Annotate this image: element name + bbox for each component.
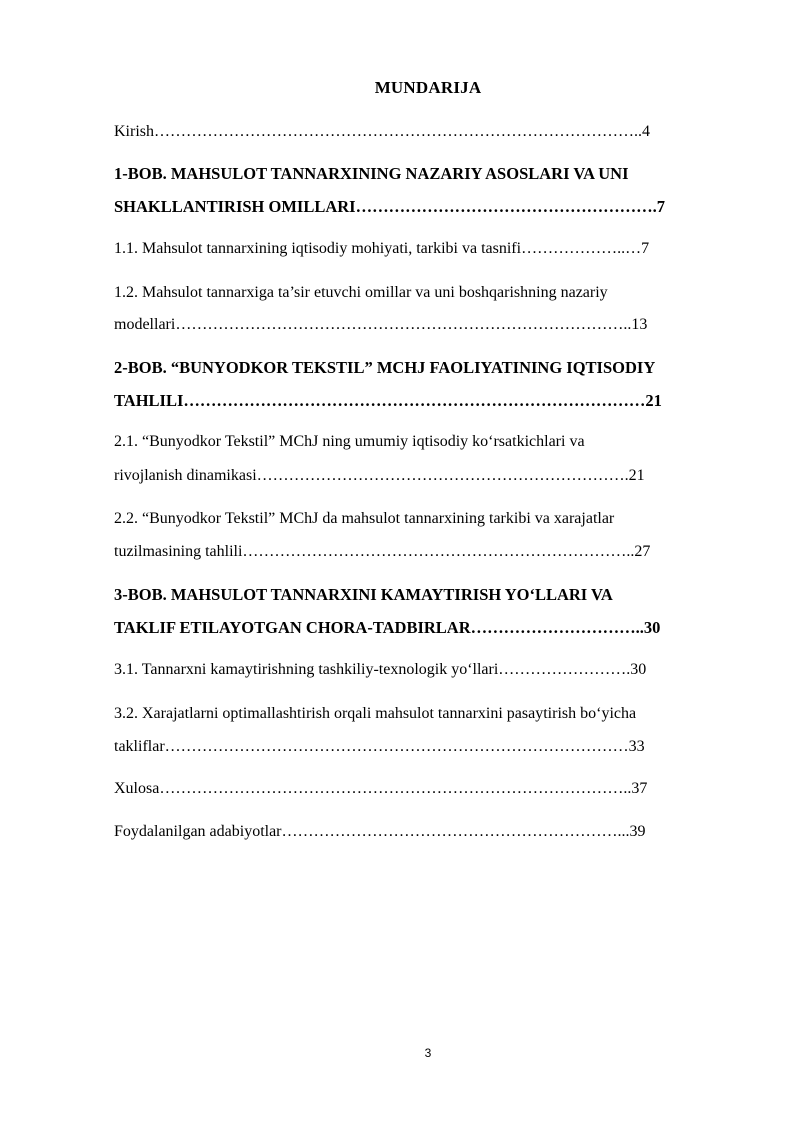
toc-line: 2.1. “Bunyodkor Tekstil” MChJ ning umumiy iqtisodiy ko‘rsatkichlari va: [114, 433, 585, 450]
toc-line: 3-BOB. MAHSULOT TANNARXINI KAMAYTIRISH YO‘LLARI VA: [114, 585, 613, 604]
toc-line: 3.1. Tannarxni kamaytirishning tashkiliy-texnologik yo‘llari…………………….30: [114, 661, 647, 678]
toc-line: 1.2. Mahsulot tannarxiga ta’sir etuvchi omillar va uni boshqarishning nazariy: [114, 284, 608, 301]
toc-line: modellari…………………………………………………………………………..13: [114, 316, 648, 333]
page-number: 3: [424, 1046, 432, 1060]
toc-line: 2-BOB. “BUNYODKOR TEKSTIL” MCHJ FAOLIYATINING IQTISODIY: [114, 358, 656, 377]
toc-line: TAHLILI…………………………………………………………………………21: [114, 391, 662, 410]
toc-line: Foydalanilgan adabiyotlar………………………………………………………...39: [114, 823, 646, 840]
toc-line: Kirish………………………………………………………………………………..4: [114, 123, 650, 140]
toc-line: 2.2. “Bunyodkor Tekstil” MChJ da mahsulot tannarxining tarkibi va xarajatlar: [114, 510, 615, 527]
toc-line: TAKLIF ETILAYOTGAN CHORA-TADBIRLAR…………………………..30: [114, 618, 661, 637]
toc-line: Xulosa……………………………………………………………………………..37: [114, 780, 648, 797]
toc-line: tuzilmasining tahlili………………………………………………………………..27: [114, 543, 651, 560]
toc-line: rivojlanish dinamikasi…………………………………………………………….21: [114, 467, 645, 484]
page-title: MUNDARIJA: [374, 78, 482, 97]
toc-line: 1.1. Mahsulot tannarxining iqtisodiy mohiyati, tarkibi va tasnifi………………..…7: [114, 240, 650, 257]
toc-line: SHAKLLANTIRISH OMILLARI……………………………………………….7: [114, 197, 665, 216]
toc-line: 3.2. Xarajatlarni optimallashtirish orqali mahsulot tannarxini pasaytirish bo‘yicha: [114, 705, 637, 722]
toc-line: takliflar……………………………………………………………………………33: [114, 738, 645, 755]
toc-line: 1-BOB. MAHSULOT TANNARXINING NAZARIY ASOSLARI VA UNI: [114, 164, 629, 183]
